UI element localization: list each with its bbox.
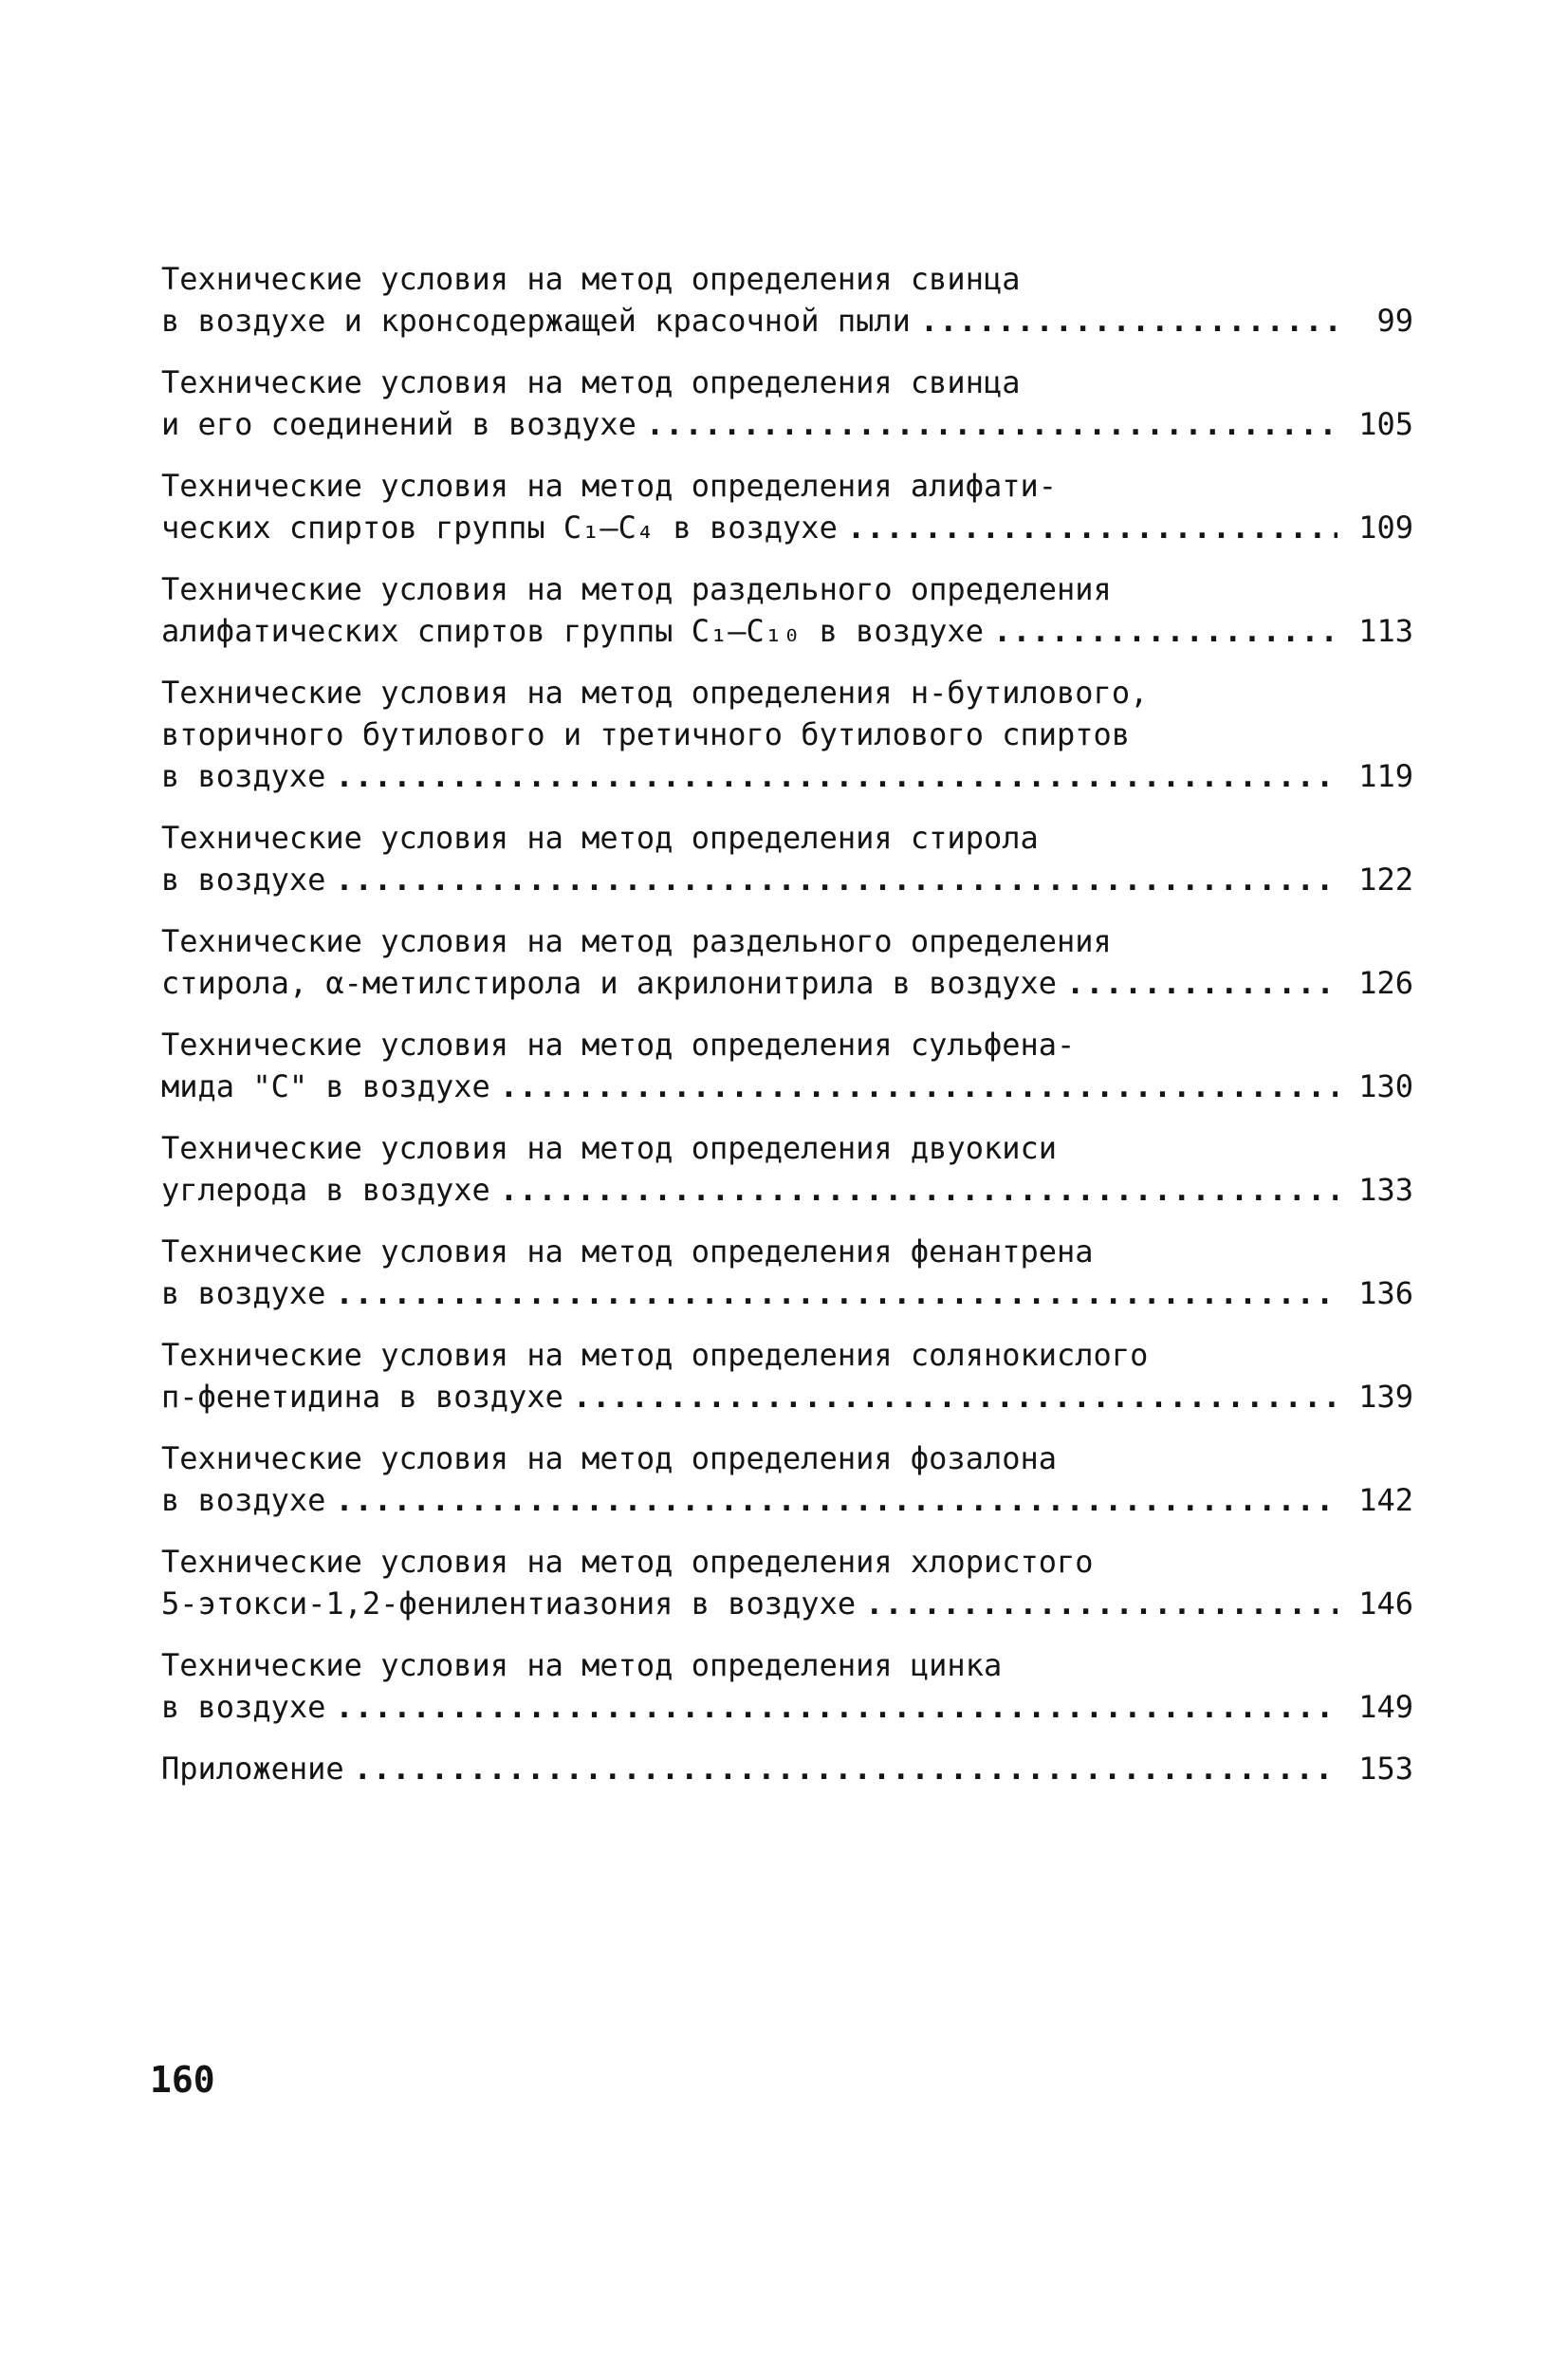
toc-entry [161, 1024, 1413, 1107]
toc-page-number: 109 [1358, 510, 1413, 546]
toc-entry-title-end: в воздухе [161, 758, 326, 794]
toc-entry-title-line: Технические условия на метод определения стирола [161, 820, 1039, 856]
dot-leader [335, 1479, 1337, 1521]
dot-leader [920, 300, 1337, 342]
toc-page-number: 119 [1358, 758, 1413, 794]
toc-page-number: 126 [1358, 965, 1413, 1001]
toc-entry-last-line [161, 755, 1413, 797]
dot-leader [500, 1066, 1337, 1107]
page-number: 160 [150, 2059, 215, 2101]
toc-entry-last-line [161, 1748, 1413, 1789]
toc-entry-title-end: алифатических спиртов группы С₁–С₁₀ в воздухе [161, 613, 984, 649]
toc-page-number: 146 [1358, 1585, 1413, 1622]
toc-entry-last-line [161, 1583, 1413, 1624]
dot-leader [993, 610, 1337, 652]
toc-entry-title-line: Технические условия на метод определения свинца [161, 261, 1021, 297]
toc-entry [161, 672, 1413, 797]
toc-entry-last-line [161, 859, 1413, 900]
toc-entry-last-line [161, 1272, 1413, 1314]
toc-entry [161, 1231, 1413, 1314]
dot-leader [335, 1686, 1337, 1728]
toc-entry-title-end: углерода в воздухе [161, 1172, 490, 1208]
toc-page-number: 113 [1358, 613, 1413, 649]
toc-page-number: 136 [1358, 1275, 1413, 1311]
toc-entry [161, 1334, 1413, 1418]
table-of-contents [161, 258, 1413, 1809]
dot-leader [500, 1169, 1337, 1211]
toc-page-number: 139 [1358, 1379, 1413, 1415]
toc-page-number: 153 [1358, 1751, 1413, 1787]
toc-entry-title-end: 5-этокси-1,2-фенилентиазония в воздухе [161, 1585, 857, 1622]
toc-entry [161, 465, 1413, 548]
toc-entry-title-line: Технические условия на метод определения двуокиси [161, 1130, 1058, 1166]
toc-entry-title-line: Технические условия на метод определения хлористого [161, 1544, 1094, 1580]
toc-entry-title-line: Технические условия на метод определения алифати- [161, 468, 1058, 504]
toc-entry [161, 258, 1413, 342]
toc-entry-title-end: ческих спиртов группы С₁–С₄ в воздухе [161, 510, 838, 546]
toc-page-number: 133 [1358, 1172, 1413, 1208]
toc-entry-title-line: Технические условия на метод раздельного определения [161, 571, 1112, 607]
toc-page-number: 130 [1358, 1068, 1413, 1104]
toc-entry [161, 1541, 1413, 1624]
dot-leader [646, 403, 1337, 445]
toc-page-number: 122 [1358, 862, 1413, 898]
toc-entry-title-line: Технические условия на метод определения солянокислого [161, 1337, 1149, 1373]
toc-entry [161, 920, 1413, 1004]
toc-entry-title-end: и его соединений в воздухе [161, 406, 636, 442]
toc-entry-title-end: Приложение [161, 1751, 344, 1787]
toc-page-number: 149 [1358, 1689, 1413, 1725]
toc-entry [161, 817, 1413, 900]
toc-entry-last-line [161, 403, 1413, 445]
toc-entry-title-end: в воздухе [161, 1275, 326, 1311]
toc-entry-title-line: Технические условия на метод определения цинка [161, 1647, 1003, 1683]
dot-leader [847, 507, 1337, 548]
toc-entry-title-end: стирола, α-метилстирола и акрилонитрила в воздухе [161, 965, 1058, 1001]
toc-entry-title-end: п-фенетидина в воздухе [161, 1379, 563, 1415]
toc-entry-title-end: в воздухе [161, 1482, 326, 1518]
dot-leader [573, 1376, 1337, 1418]
toc-entry [161, 1127, 1413, 1211]
toc-entry [161, 361, 1413, 445]
dot-leader [335, 859, 1337, 900]
toc-entry-title-end: в воздухе [161, 862, 326, 898]
toc-entry-last-line [161, 507, 1413, 548]
toc-entry-title-line: Технические условия на метод определения фозалона [161, 1440, 1058, 1476]
dot-leader [865, 1583, 1337, 1624]
dot-leader [1066, 962, 1337, 1004]
dot-leader [335, 1272, 1337, 1314]
toc-entry-title-line: Технические условия на метод раздельного определения [161, 923, 1112, 959]
toc-entry [161, 1748, 1413, 1789]
toc-entry [161, 1437, 1413, 1521]
dot-leader [335, 755, 1337, 797]
toc-entry [161, 568, 1413, 652]
toc-entry-title-end: в воздухе [161, 1689, 326, 1725]
toc-entry-last-line [161, 1066, 1413, 1107]
toc-page-number: 105 [1358, 406, 1413, 442]
toc-entry-title-line: Технические условия на метод определения фенантрена [161, 1233, 1094, 1270]
toc-entry-last-line [161, 1169, 1413, 1211]
toc-entry-last-line [161, 1376, 1413, 1418]
toc-entry-last-line [161, 610, 1413, 652]
toc-entry-title-end: в воздухе и кронсодержащей красочной пыли [161, 303, 911, 339]
toc-entry-last-line [161, 962, 1413, 1004]
toc-page-number: 142 [1358, 1482, 1413, 1518]
dot-leader [354, 1748, 1337, 1789]
toc-entry-last-line [161, 1686, 1413, 1728]
toc-entry-title-line: вторичного бутилового и третичного бутилового спиртов [161, 716, 1131, 752]
toc-entry-title-line: Технические условия на метод определения н-бутилового, [161, 675, 1149, 711]
toc-entry-last-line [161, 300, 1413, 342]
toc-entry-last-line [161, 1479, 1413, 1521]
toc-page-number: 99 [1376, 303, 1413, 339]
toc-entry-title-line: Технические условия на метод определения сульфена- [161, 1027, 1076, 1063]
toc-entry-title-end: мида "С" в воздухе [161, 1068, 490, 1104]
toc-entry [161, 1644, 1413, 1728]
toc-entry-title-line: Технические условия на метод определения свинца [161, 364, 1021, 400]
